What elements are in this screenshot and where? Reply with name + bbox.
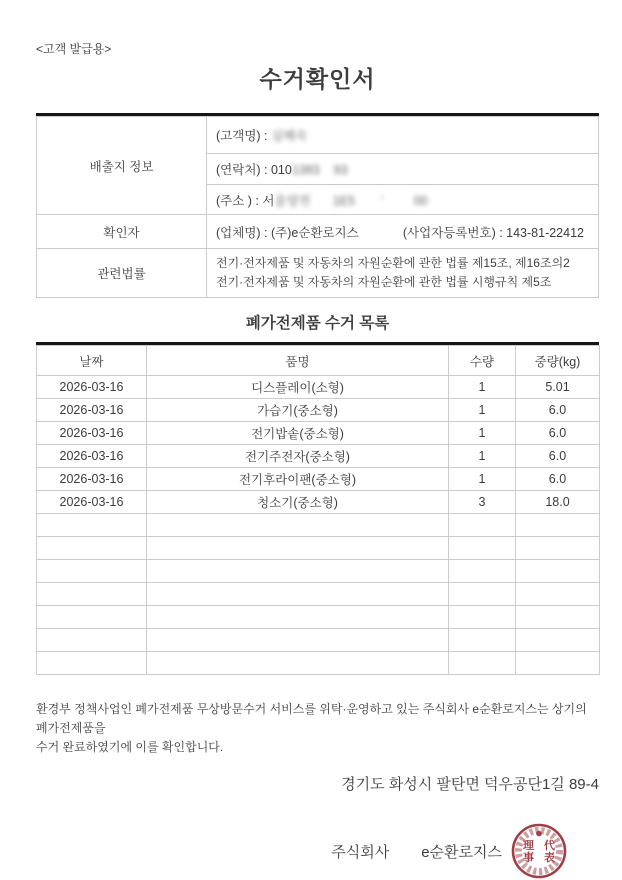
statement-line-2: 수거 완료하였기에 이를 확인합니다. <box>36 739 224 754</box>
collection-row <box>37 376 600 399</box>
collection-cell: 6.0 <box>516 422 600 445</box>
address-redacted-1: 울양천 <box>274 193 311 208</box>
page-title: 수거확인서 <box>259 66 376 92</box>
collection-cell: 1 <box>449 422 516 445</box>
collection-cell: 2026-03-16 <box>37 376 147 399</box>
collection-cell <box>147 606 449 629</box>
collection-cell: 청소기(중소형) <box>147 491 449 514</box>
address-prefix: (주소 ) : 서 <box>216 193 275 208</box>
contact-cell <box>207 154 599 185</box>
collection-cell: 2026-03-16 <box>37 422 147 445</box>
collection-cell <box>516 537 600 560</box>
collection-cell: 가습기(중소형) <box>147 399 449 422</box>
collection-cell: 디스플레이(소형) <box>147 376 449 399</box>
collection-section-title: 폐가전제품 수거 목록 <box>245 315 390 333</box>
collection-cell <box>516 583 600 606</box>
collection-row <box>37 491 600 514</box>
collection-cell: 전기후라이팬(중소형) <box>147 468 449 491</box>
laws-label: 관련법률 <box>37 249 207 298</box>
collection-cell <box>516 629 600 652</box>
collection-cell <box>37 514 147 537</box>
confirmer-row <box>37 215 599 249</box>
collection-cell: 1 <box>449 445 516 468</box>
collection-row <box>37 445 600 468</box>
collection-cell: 6.0 <box>516 445 600 468</box>
collection-cell: 6.0 <box>516 399 600 422</box>
collection-empty-row <box>37 514 600 537</box>
company-type: 주식회사 <box>331 843 390 861</box>
statement-line-1: 환경부 정책사업인 폐가전제품 무상방문수거 서비스를 위탁·운영하고 있는 주식회사 e순환로지스는 상기의 폐가전제품을 <box>36 702 587 735</box>
collection-cell <box>449 537 516 560</box>
confirmer-label: 확인자 <box>37 215 207 249</box>
collection-cell <box>147 537 449 560</box>
collection-empty-row <box>37 537 600 560</box>
customer-name-redacted: 심혜숙 <box>270 129 308 143</box>
confirmer-cell <box>207 215 599 249</box>
collection-cell: 1 <box>449 468 516 491</box>
confirmation-statement <box>36 700 599 756</box>
collection-cell <box>516 606 600 629</box>
collection-table-body <box>37 376 600 675</box>
collection-cell <box>37 652 147 675</box>
collection-cell: 6.0 <box>516 468 600 491</box>
column-header-quantity: 수량 <box>449 346 516 376</box>
collection-row <box>37 422 600 445</box>
collection-cell: 2026-03-16 <box>37 445 147 468</box>
collection-cell <box>449 652 516 675</box>
collection-cell <box>147 652 449 675</box>
collection-cell: 18.0 <box>516 491 600 514</box>
collection-empty-row <box>37 652 600 675</box>
laws-row <box>37 249 599 298</box>
collection-empty-row <box>37 606 600 629</box>
column-header-date: 날짜 <box>37 346 147 376</box>
address-redacted-2: 1E5 <box>332 193 355 208</box>
laws-line-1: 전기·전자제품 및 자동차의 자원순환에 관한 법률 제15조, 제16조의2 <box>216 256 570 270</box>
confirmer-company: (업체명) : (주)e순환로지스 <box>216 225 359 240</box>
corporate-seal-icon <box>510 822 568 880</box>
collection-cell: 전기주전자(중소형) <box>147 445 449 468</box>
contact-redacted-2: 93 <box>333 163 348 177</box>
collection-cell: 2026-03-16 <box>37 399 147 422</box>
collection-cell <box>37 583 147 606</box>
laws-cell <box>207 249 599 298</box>
address-redacted-4: 00 <box>413 193 428 208</box>
laws-line-2: 전기·전자제품 및 자동차의 자원순환에 관한 법률 시행규칙 제5조 <box>216 275 552 290</box>
contact-prefix: (연락처) : 010 <box>216 163 292 177</box>
collection-cell: 1 <box>449 376 516 399</box>
customer-name-cell <box>207 117 599 154</box>
contact-redacted-1: 1383 <box>291 163 320 177</box>
seal-char-2: 表 <box>544 852 555 865</box>
company-address: 경기도 화성시 팔탄면 덕우공단1길 89-4 <box>341 776 599 794</box>
collection-cell: 3 <box>449 491 516 514</box>
collection-cell <box>516 514 600 537</box>
address-redacted-3: ʼ <box>380 193 384 208</box>
collection-cell <box>147 560 449 583</box>
collection-cell <box>37 629 147 652</box>
column-header-item: 품명 <box>147 346 449 376</box>
customer-name-prefix: (고객명) : <box>216 129 271 143</box>
collection-cell <box>449 560 516 583</box>
confirmer-business-number: (사업자등록번호) : 143-81-22412 <box>402 225 584 240</box>
collection-cell <box>449 583 516 606</box>
collection-table <box>36 342 599 675</box>
discharge-label: 배출지 정보 <box>37 117 207 215</box>
collection-cell: 1 <box>449 399 516 422</box>
column-header-weight: 중량(kg) <box>516 346 600 376</box>
seal-char-3: 理 <box>523 840 534 853</box>
collection-header-row <box>37 346 600 376</box>
collection-empty-row <box>37 583 600 606</box>
info-table <box>36 113 599 298</box>
collection-row <box>37 468 600 491</box>
collection-cell: 5.01 <box>516 376 600 399</box>
collection-empty-row <box>37 560 600 583</box>
collection-cell: 2026-03-16 <box>37 491 147 514</box>
collection-cell <box>37 537 147 560</box>
discharge-row-name <box>37 117 599 154</box>
copy-tag: <고객 발급용> <box>36 42 112 56</box>
collection-cell <box>516 652 600 675</box>
collection-empty-row <box>37 629 600 652</box>
collection-cell <box>147 629 449 652</box>
signature-row <box>36 822 599 880</box>
seal-char-4: 事 <box>523 852 534 865</box>
collection-cell <box>37 560 147 583</box>
collection-cell: 2026-03-16 <box>37 468 147 491</box>
collection-cell <box>37 606 147 629</box>
company-name: e순환로지스 <box>421 843 502 861</box>
address-cell <box>207 185 599 215</box>
collection-cell <box>449 629 516 652</box>
collection-cell <box>449 606 516 629</box>
collection-cell: 전기밥솥(중소형) <box>147 422 449 445</box>
collection-cell <box>147 514 449 537</box>
collection-cell <box>516 560 600 583</box>
collection-cell <box>147 583 449 606</box>
seal-char-1: 代 <box>544 840 555 853</box>
collection-row <box>37 399 600 422</box>
collection-cell <box>449 514 516 537</box>
